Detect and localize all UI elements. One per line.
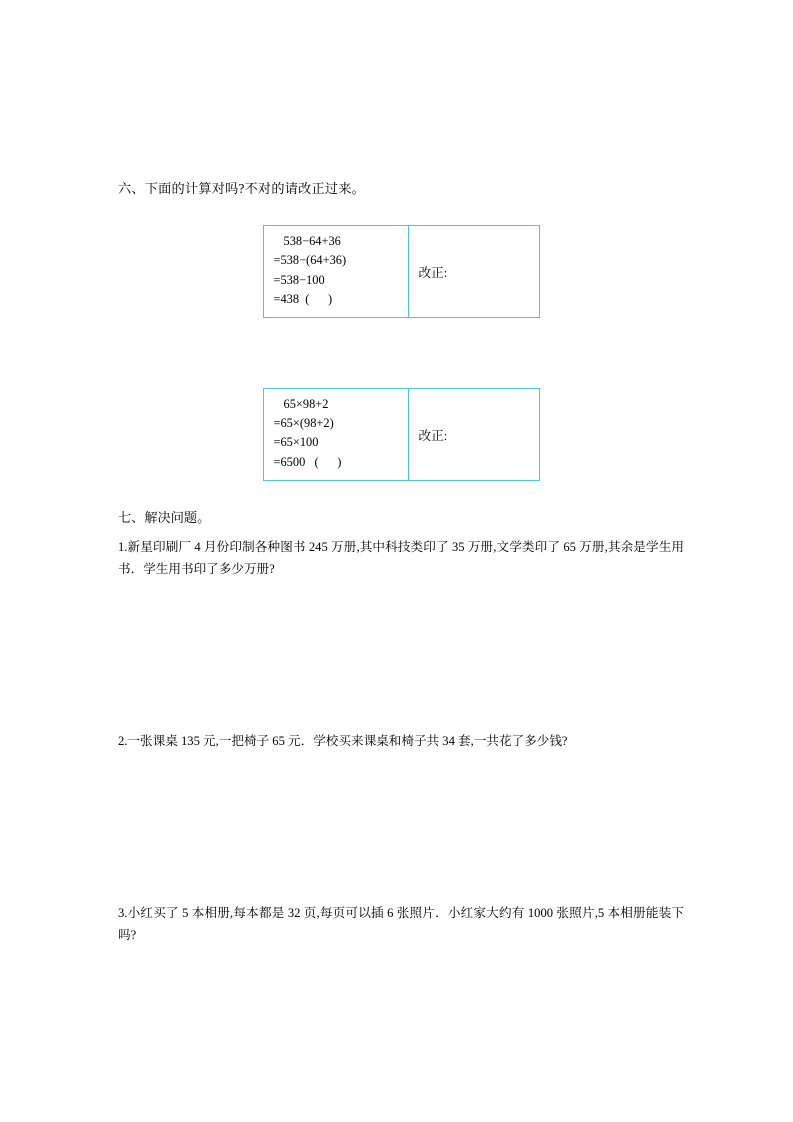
worksheet-content (118, 178, 684, 946)
section-six-heading: 六、下面的计算对吗?不对的请改正过来。 (118, 181, 366, 196)
calc-line: =65×(98+2) (273, 416, 334, 431)
calc-line: =6500 ( ) (273, 454, 342, 469)
question-1-wrapper (118, 536, 684, 730)
section-seven (118, 507, 684, 946)
answer-space (118, 752, 684, 902)
answer-space (118, 580, 684, 730)
question-item: 3.小红买了 5 本相册,每本都是 32 页,每页可以插 6 张照片．小红家大约有 1000 张照片,5 本相册能装下吗? (118, 905, 684, 942)
question-item: 1.新星印刷厂 4 月份印制各种图书 245 万册,其中科技类印了 35 万册,文学类印了 65 万册,其余是学生用书．学生用书印了多少万册? (118, 539, 684, 576)
calc-line: =538−100 (273, 272, 325, 287)
question-item: 2.一张课桌 135 元,一把椅子 65 元．学校买来课桌和椅子共 34 套,一共花了多少钱? (118, 733, 568, 748)
calc-problem-1-wrapper (118, 225, 684, 318)
calc-problem-2-table (263, 388, 540, 481)
calc-line: 65×98+2 (283, 397, 329, 411)
calc-line: =65×100 (273, 435, 319, 450)
calc-problem-1-expression (263, 226, 408, 318)
calc-problem-2-expression (263, 389, 408, 481)
calc-line: =538−(64+36) (273, 253, 347, 268)
calc-line: =438 ( ) (273, 291, 333, 306)
calc-problem-1-table (263, 225, 540, 318)
calc-problem-2-correction: 改正: (408, 389, 539, 481)
question-3-wrapper (118, 902, 684, 946)
table-row (263, 389, 539, 481)
section-seven-heading: 七、解决问题。 (118, 509, 211, 525)
question-2-wrapper (118, 730, 684, 902)
calc-problem-2-wrapper (118, 388, 684, 481)
calc-line: 538−64+36 (283, 234, 341, 249)
calc-problem-1-correction: 改正: (408, 226, 539, 318)
table-row (263, 226, 539, 318)
